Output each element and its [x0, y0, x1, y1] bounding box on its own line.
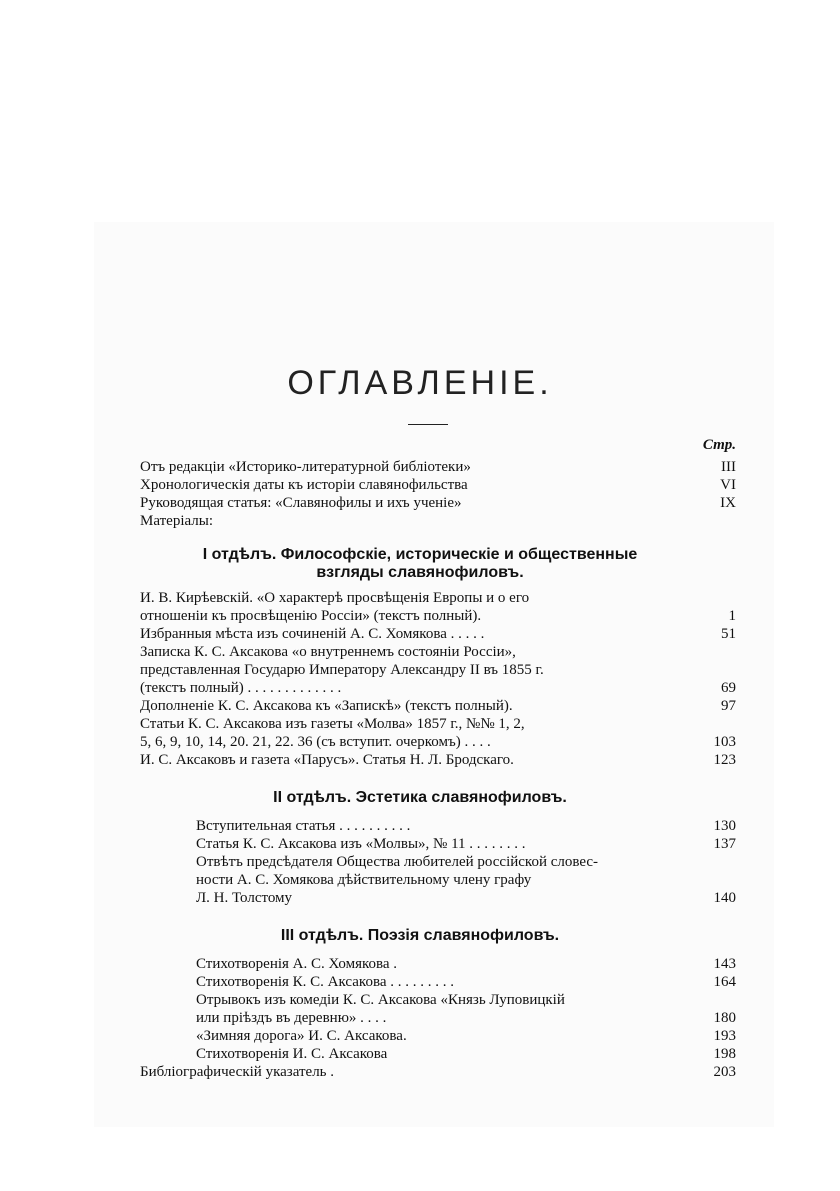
- toc-entry-text: Дополненіе К. С. Аксакова къ «Запискѣ» (текстъ полный).: [140, 698, 513, 714]
- toc-entry-text: Отвѣтъ предсѣдателя Общества любителей россійской словес-: [196, 854, 599, 870]
- toc-entry-text: Вступительная статья . . . . . . . . . .: [196, 818, 411, 834]
- toc-entry-page: 140: [713, 890, 736, 906]
- page-title: ОГЛАВЛЕНІЕ.: [287, 364, 553, 402]
- toc-entry-text: или пріѣздъ въ деревню» . . . .: [196, 1010, 387, 1026]
- section-heading: II отдѣлъ. Эстетика славянофиловъ.: [273, 789, 567, 806]
- toc-entry-text: представленная Государю Императору Александру II въ 1855 г.: [140, 662, 544, 678]
- page-column-label: Стр.: [702, 437, 736, 453]
- toc-entry-page: 198: [713, 1046, 736, 1062]
- toc-entry-text: (текстъ полный) . . . . . . . . . . . . .: [140, 680, 342, 696]
- toc-entry-page: 51: [721, 626, 736, 642]
- toc-entry-text: Руководящая статья: «Славянофилы и ихъ ученіе»: [140, 495, 462, 511]
- section-heading: I отдѣлъ. Философскіе, историческіе и общественные: [202, 546, 638, 563]
- toc-entry-page: 193: [713, 1028, 736, 1044]
- toc-entry-text: Статья К. С. Аксакова изъ «Молвы», № 11 . . . . . . . .: [196, 836, 526, 852]
- title-rule: [408, 424, 448, 425]
- toc-entry-text: «Зимняя дорога» И. С. Аксакова.: [196, 1028, 407, 1044]
- toc-entry-page: 123: [713, 752, 736, 768]
- toc-entry-text: Матеріалы:: [140, 513, 214, 529]
- toc-entry-text: И. С. Аксаковъ и газета «Парусъ». Статья Н. Л. Бродскаго.: [140, 752, 514, 768]
- toc-entry-text: И. В. Кирѣевскій. «О характерѣ просвѣщенія Европы и о его: [140, 590, 530, 606]
- toc-entry-page: III: [721, 459, 736, 475]
- section-heading: взгляды славянофиловъ.: [316, 564, 524, 581]
- toc-entry-page: VI: [720, 477, 736, 493]
- toc-entry-text: Записка К. С. Аксакова «о внутреннемъ состояніи Россіи»,: [140, 644, 516, 660]
- toc-entry-text: Статьи К. С. Аксакова изъ газеты «Молва» 1857 г., №№ 1, 2,: [140, 716, 525, 732]
- toc-entry-page: 130: [713, 818, 736, 834]
- section-heading: III отдѣлъ. Поэзія славянофиловъ.: [280, 927, 560, 944]
- toc-entry-text: Отрывокъ изъ комедіи К. С. Аксакова «Князь Луповицкій: [196, 992, 565, 1008]
- toc-entry-page: 97: [721, 698, 736, 714]
- toc-entry-text: отношеніи къ просвѣщенію Россіи» (текстъ полный).: [140, 608, 482, 624]
- toc-entry-page: 203: [713, 1064, 736, 1080]
- toc-entry-page: 180: [713, 1010, 736, 1026]
- toc-entry-text: Хронологическія даты къ исторіи славянофильства: [140, 477, 468, 493]
- toc-entry-page: 1: [728, 608, 736, 624]
- toc-entry-page: 103: [713, 734, 736, 750]
- toc-entry-page: 69: [721, 680, 736, 696]
- toc-entry-text: Стихотворенія И. С. Аксакова: [196, 1046, 388, 1062]
- toc-entry-page: 164: [713, 974, 736, 990]
- toc-entry-text: 5, 6, 9, 10, 14, 20. 21, 22. 36 (съ вступит. очеркомъ) . . . .: [140, 734, 491, 750]
- toc-entry-text: Избранныя мѣста изъ сочиненій А. С. Хомякова . . . . .: [140, 626, 485, 642]
- toc-entry-page: 143: [713, 956, 736, 972]
- toc-entry-page: 137: [713, 836, 736, 852]
- toc-entry-page: IX: [720, 495, 736, 511]
- toc-entry-text: Стихотворенія А. С. Хомякова .: [196, 956, 398, 972]
- toc-entry-text: Стихотворенія К. С. Аксакова . . . . . . . . .: [196, 974, 454, 990]
- toc-entry-text: Библіографическій указатель .: [140, 1064, 335, 1080]
- toc-entry-text: Отъ редакціи «Историко-литературной библіотеки»: [140, 459, 471, 475]
- toc-entry-text: ности А. С. Хомякова дѣйствительному члену графу: [196, 872, 532, 888]
- toc-entry-text: Л. Н. Толстому: [196, 890, 293, 906]
